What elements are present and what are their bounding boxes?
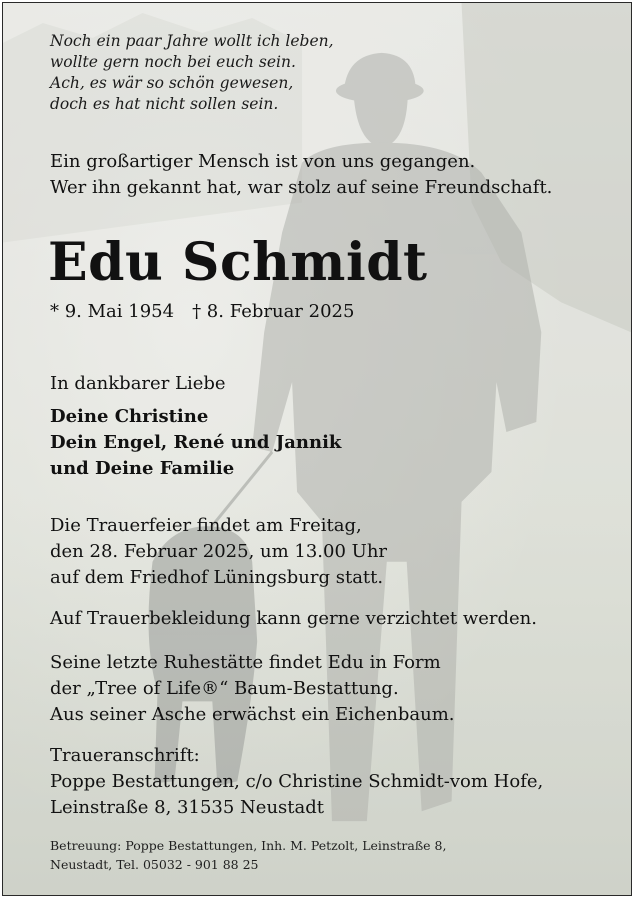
- death-date: † 8. Februar 2025: [192, 301, 355, 322]
- funeral-info: [50, 513, 387, 591]
- mourner-line: Deine Christine: [50, 406, 209, 427]
- poem-line: Noch ein paar Jahre wollt ich leben,: [50, 32, 334, 50]
- mourners-list: [50, 404, 341, 482]
- intro-line: Ein großartiger Mensch ist von uns gegangen.: [50, 151, 476, 172]
- poem-verse: [50, 31, 334, 115]
- intro-text: [50, 149, 552, 201]
- address-line: Poppe Bestattungen, c/o Christine Schmidt-vom Hofe,: [50, 771, 544, 792]
- birth-date: * 9. Mai 1954: [50, 301, 175, 322]
- poem-line: wollte gern noch bei euch sein.: [50, 53, 296, 71]
- mourning-address: [50, 743, 543, 821]
- address-line: Leinstraße 8, 31535 Neustadt: [50, 797, 324, 818]
- obituary-notice: [2, 2, 632, 896]
- funeral-line: den 28. Februar 2025, um 13.00 Uhr: [50, 541, 388, 562]
- footer-line: Neustadt, Tel. 05032 - 901 88 25: [50, 857, 259, 872]
- mourner-line: und Deine Familie: [50, 458, 235, 479]
- burial-line: Seine letzte Ruhestätte findet Edu in Form: [50, 652, 441, 673]
- footer-line: Betreuung: Poppe Bestattungen, Inh. M. Petzolt, Leinstraße 8,: [50, 838, 447, 853]
- funeral-line: auf dem Friedhof Lüningsburg statt.: [50, 567, 384, 588]
- funeral-home-footer: [50, 836, 446, 874]
- poem-line: doch es hat nicht sollen sein.: [50, 95, 279, 113]
- deceased-name: Edu Schmidt: [48, 232, 428, 293]
- funeral-line: Die Trauerfeier findet am Freitag,: [50, 515, 362, 536]
- burial-line: Aus seiner Asche erwächst ein Eichenbaum.: [50, 704, 455, 725]
- life-dates: [50, 299, 354, 325]
- intro-line: Wer ihn gekannt hat, war stolz auf seine Freundschaft.: [50, 177, 553, 198]
- dedication-line: In dankbarer Liebe: [50, 373, 226, 394]
- burial-info: [50, 650, 455, 728]
- mourning-attire-note: Auf Trauerbekleidung kann gerne verzichtet werden.: [50, 608, 537, 629]
- burial-line: der „Tree of Life®“ Baum-Bestattung.: [50, 678, 399, 699]
- address-line: Traueranschrift:: [50, 745, 200, 766]
- poem-line: Ach, es wär so schön gewesen,: [50, 74, 294, 92]
- mourner-line: Dein Engel, René und Jannik: [50, 432, 342, 453]
